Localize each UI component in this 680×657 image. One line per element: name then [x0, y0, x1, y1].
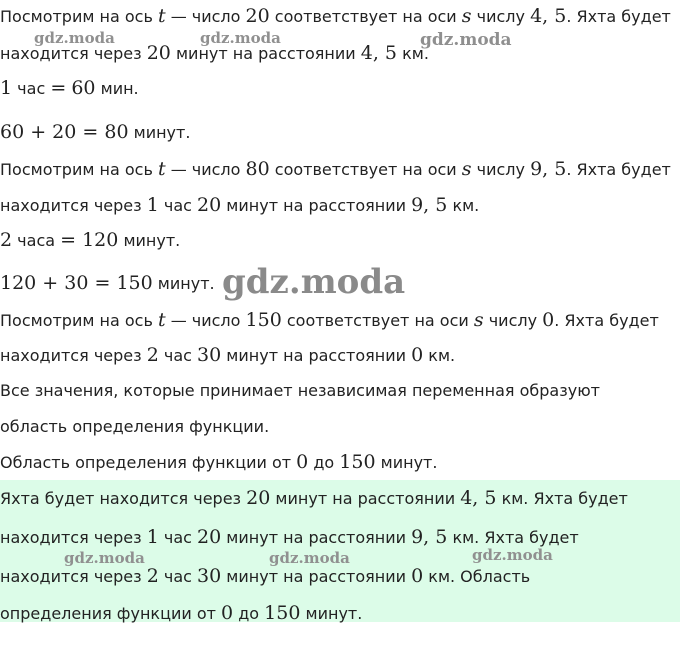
text-fragment: соответствует на оси — [269, 7, 462, 26]
text-fragment: находится через — [0, 528, 147, 547]
math-fragment: 120 + 30 = 150 — [0, 272, 153, 294]
text-fragment: час — [12, 79, 51, 98]
answer-line — [0, 527, 579, 548]
text-fragment: минут. — [375, 453, 438, 472]
math-fragment: 4, 5 — [360, 42, 398, 64]
text-fragment: минут на расстоянии — [221, 567, 412, 586]
math-fragment: 0 — [296, 451, 309, 473]
text-fragment: часа — [12, 231, 61, 250]
solution-line — [0, 230, 180, 251]
math-fragment: 30 — [197, 344, 222, 366]
text-fragment: — число — [165, 160, 246, 179]
text-fragment: числу — [471, 160, 531, 179]
text-fragment: определения функции от — [0, 604, 222, 623]
math-fragment: 9, 5 — [411, 194, 448, 216]
text-fragment: минут на расстоянии — [270, 489, 461, 508]
math-fragment: 0 — [221, 602, 234, 624]
text-fragment: минут. — [152, 274, 215, 293]
text-fragment: Посмотрим на ось — [0, 7, 158, 26]
text-fragment: км. Яхта будет — [447, 528, 579, 547]
math-fragment: 1 — [0, 77, 13, 99]
answer-line — [0, 566, 530, 587]
math-fragment: 9, 5 — [411, 526, 448, 548]
text-fragment: час — [158, 528, 198, 547]
text-fragment: минут. — [118, 231, 181, 250]
text-fragment: км. — [397, 44, 429, 63]
text-fragment: числу — [471, 7, 531, 26]
text-fragment: км. — [447, 196, 480, 215]
math-fragment: 0 — [411, 565, 424, 587]
text-fragment: минут на расстоянии — [221, 528, 412, 547]
text-fragment: соответствует на оси — [269, 160, 462, 179]
math-fragment: t — [157, 5, 166, 27]
math-fragment: = — [50, 77, 67, 99]
text-fragment: км. Область — [423, 567, 531, 586]
math-fragment: 4, 5 — [530, 5, 567, 27]
watermark: gdz.moda — [472, 546, 553, 564]
answer-line — [0, 488, 628, 509]
watermark: gdz.moda — [269, 549, 350, 567]
text-fragment: Все значения, которые принимает независимая переменная образуют — [0, 381, 600, 400]
math-fragment: 2 — [146, 344, 159, 366]
text-fragment: находится через — [0, 44, 147, 63]
math-fragment: 0 — [542, 309, 555, 331]
math-fragment: 1 — [146, 526, 159, 548]
solution-line — [0, 452, 437, 473]
solution-line — [0, 159, 671, 180]
math-fragment: 0 — [411, 344, 424, 366]
text-fragment: час — [158, 567, 198, 586]
watermark: gdz.moda — [34, 29, 115, 47]
text-fragment: до — [308, 453, 340, 472]
text-fragment: — число — [165, 311, 246, 330]
solution-line — [0, 273, 215, 294]
math-fragment: 20 — [197, 526, 222, 548]
text-fragment: мин. — [95, 79, 139, 98]
text-fragment: Область определения функции от — [0, 453, 297, 472]
math-fragment: 9, 5 — [530, 158, 567, 180]
solution-line — [0, 381, 600, 401]
solution-line — [0, 78, 139, 99]
text-fragment: находится через — [0, 567, 147, 586]
math-fragment: s — [461, 5, 472, 27]
text-fragment: минут. — [128, 123, 191, 142]
math-fragment: 150 — [245, 309, 282, 331]
math-fragment: 4, 5 — [460, 487, 497, 509]
solution-line — [0, 6, 671, 27]
text-fragment: Посмотрим на ось — [0, 311, 158, 330]
text-fragment: минут на расстоянии — [221, 196, 412, 215]
solution-line — [0, 195, 479, 216]
text-fragment: находится через — [0, 346, 147, 365]
math-fragment: s — [461, 158, 472, 180]
text-fragment: км. Яхта будет — [496, 489, 628, 508]
math-fragment: 150 — [264, 602, 301, 624]
math-fragment: 60 + 20 = 80 — [0, 121, 129, 143]
watermark: gdz.moda — [222, 262, 406, 302]
solution-line — [0, 417, 269, 437]
text-fragment: до — [233, 604, 265, 623]
text-fragment: минут на расстоянии — [170, 44, 361, 63]
text-fragment: . Яхта будет — [566, 160, 671, 179]
watermark: gdz.moda — [64, 549, 145, 567]
math-fragment: 30 — [197, 565, 222, 587]
math-fragment: 2 — [146, 565, 159, 587]
text-fragment: . Яхта будет — [566, 7, 671, 26]
text-fragment: час — [158, 346, 198, 365]
math-fragment: 80 — [245, 158, 270, 180]
text-fragment: — число — [165, 7, 246, 26]
math-fragment: 20 — [246, 487, 271, 509]
text-fragment: Яхта будет находится через — [0, 489, 247, 508]
math-fragment: 1 — [146, 194, 159, 216]
solution-line — [0, 122, 190, 143]
math-fragment: = 120 — [60, 229, 119, 251]
math-fragment: 150 — [339, 451, 376, 473]
text-fragment: Посмотрим на ось — [0, 160, 158, 179]
answer-line — [0, 603, 362, 624]
math-fragment: t — [157, 158, 166, 180]
text-fragment: час — [158, 196, 198, 215]
text-fragment: . Яхта будет — [554, 311, 659, 330]
math-fragment: 2 — [0, 229, 13, 251]
solution-line — [0, 310, 659, 331]
text-fragment: область определения функции. — [0, 417, 270, 436]
math-fragment: 20 — [245, 5, 270, 27]
text-fragment: соответствует на оси — [281, 311, 474, 330]
solution-line — [0, 345, 455, 366]
text-fragment: минут на расстоянии — [221, 346, 412, 365]
text-fragment: минут. — [300, 604, 363, 623]
math-fragment: t — [157, 309, 166, 331]
watermark: gdz.moda — [200, 29, 281, 47]
math-fragment: 20 — [146, 42, 171, 64]
text-fragment: км. — [423, 346, 456, 365]
math-fragment: 60 — [71, 77, 96, 99]
text-fragment: числу — [483, 311, 543, 330]
text-fragment: находится через — [0, 196, 147, 215]
watermark: gdz.moda — [420, 30, 512, 50]
math-fragment: 20 — [197, 194, 222, 216]
math-fragment: s — [473, 309, 484, 331]
